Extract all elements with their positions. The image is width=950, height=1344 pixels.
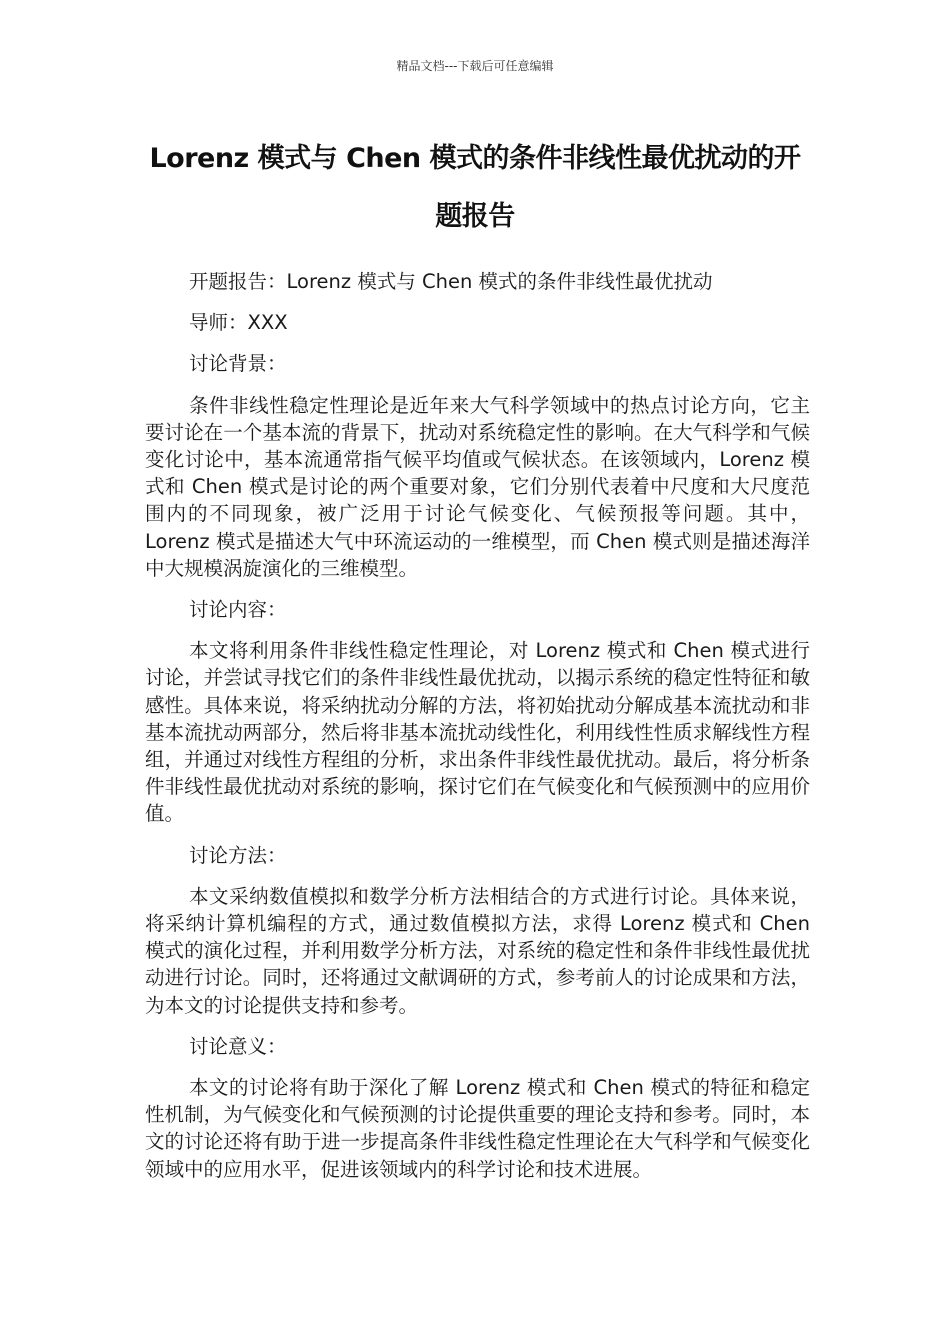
method-paragraph: 本文采纳数值模拟和数学分析方法相结合的方式进行讨论。具体来说，将采纳计算机编程的方式，通过数值模拟方法，求得 Lorenz 模式和 Chen 模式的演化过程，并利用数学分析方法，对系统的稳定性和条件非线性最优扰动进行讨论。同时，还将通过文献调研的方式，参考前人的讨论成果和方法，为本文的讨论提供支持和参考。: [145, 884, 810, 1017]
background-paragraph: 条件非线性稳定性理论是近年来大气科学领域中的热点讨论方向，它主要讨论在一个基本流的背景下，扰动对系统稳定性的影响。在大气科学和气候变化讨论中，基本流通常指气候平均值或气候状态。在该领域内，Lorenz 模式和 Chen 模式是讨论的两个重要对象，它们分别代表着中尺度和大尺度范围内的不同现象，被广泛用于讨论气候变化、气候预报等问题。其中，Lorenz 模式是描述大气中环流运动的一维模型，而 Chen 模式则是描述海洋中大规模涡旋演化的三维模型。: [145, 393, 810, 580]
advisor-line: 导师：XXX: [189, 311, 288, 335]
content-paragraph: 本文将利用条件非线性稳定性理论，对 Lorenz 模式和 Chen 模式进行讨论，并尝试寻找它们的条件非线性最优扰动，以揭示系统的稳定性特征和敏感性。具体来说，将采纳扰动分解的方法，将初始扰动分解成基本流扰动和非基本流扰动两部分，然后将非基本流扰动线性化，利用线性性质求解线性方程组，并通过对线性方程组的分析，求出条件非线性最优扰动。最后，将分析条件非线性最优扰动对系统的影响，探讨它们在气候变化和气候预测中的应用价值。: [145, 639, 810, 826]
document-body: [145, 268, 810, 1197]
method-heading: 讨论方法：: [189, 843, 287, 867]
content-heading: 讨论内容：: [189, 598, 287, 622]
background-heading: 讨论背景：: [189, 352, 287, 376]
significance-heading: 讨论意义：: [189, 1034, 287, 1058]
document-title: Lorenz 模式与 Chen 模式的条件非线性最优扰动的开题报告: [149, 143, 801, 232]
report-line: 开题报告：Lorenz 模式与 Chen 模式的条件非线性最优扰动: [189, 270, 713, 293]
page-header-note: 精品文档---下载后可任意编辑: [396, 59, 554, 73]
significance-paragraph: 本文的讨论将有助于深化了解 Lorenz 模式和 Chen 模式的特征和稳定性机制，为气候变化和气候预测的讨论提供重要的理论支持和参考。同时，本文的讨论还将有助于进一步提高条件非线性稳定性理论在大气科学和气候变化领域中的应用水平，促进该领域内的科学讨论和技术进展。: [145, 1076, 810, 1181]
